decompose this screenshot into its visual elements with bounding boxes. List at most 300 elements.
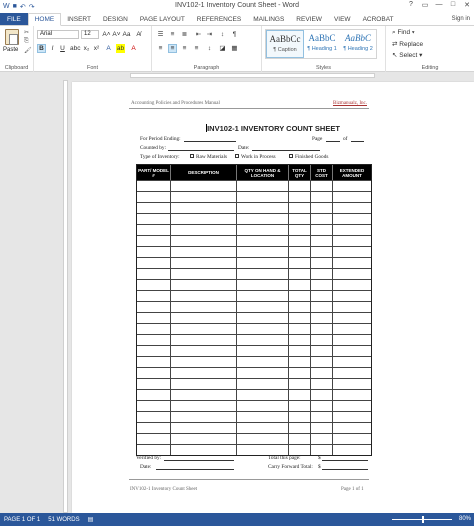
raw-materials-option[interactable] [190, 154, 227, 160]
table-cell[interactable] [333, 192, 371, 202]
raw-materials-checkbox[interactable] [190, 154, 194, 158]
page-count-status[interactable]: PAGE 1 OF 1 [4, 516, 41, 523]
table-cell[interactable] [333, 236, 371, 246]
table-cell[interactable] [311, 412, 333, 422]
table-cell[interactable] [311, 258, 333, 268]
table-cell[interactable] [237, 258, 289, 268]
table-cell[interactable] [237, 401, 289, 411]
table-cell[interactable] [171, 434, 237, 444]
table-cell[interactable] [171, 423, 237, 433]
table-cell[interactable] [311, 357, 333, 367]
zoom-level[interactable]: 80% [458, 516, 471, 522]
table-cell[interactable] [289, 258, 311, 268]
table-cell[interactable] [137, 390, 171, 400]
show-marks-icon[interactable]: ¶ [232, 31, 237, 38]
style-name: ¶ Heading 1 [307, 46, 337, 52]
table-cell[interactable] [333, 181, 371, 191]
sign-in-link[interactable]: Sign in [451, 16, 470, 22]
maximize-button[interactable]: □ [450, 1, 456, 8]
table-cell[interactable] [333, 412, 371, 422]
table-cell[interactable] [137, 181, 171, 191]
font-color-icon[interactable]: A [131, 45, 136, 52]
table-row[interactable] [137, 411, 371, 422]
bold-button[interactable]: B [37, 44, 46, 53]
shading-icon[interactable]: ◪ [219, 45, 226, 52]
total-this-page-line [322, 460, 368, 461]
table-cell[interactable] [333, 258, 371, 268]
table-cell[interactable] [311, 181, 333, 191]
word-count-status[interactable]: 51 WORDS [48, 516, 80, 523]
document-title-text: INV102-1 INVENTORY COUNT SHEET [207, 124, 340, 133]
table-cell[interactable] [237, 346, 289, 356]
help-button[interactable]: ? [409, 1, 413, 8]
table-cell[interactable] [237, 291, 289, 301]
table-cell[interactable] [137, 335, 171, 345]
table-cell[interactable] [137, 302, 171, 312]
table-row[interactable] [137, 224, 371, 235]
table-cell[interactable] [311, 214, 333, 224]
table-cell[interactable] [137, 412, 171, 422]
style-name: ¶ Caption [273, 47, 297, 53]
table-cell[interactable] [137, 379, 171, 389]
table-cell[interactable] [289, 181, 311, 191]
align-center-icon[interactable]: ≡ [168, 44, 177, 53]
total-dollar-sign: $ [318, 455, 321, 461]
table-cell[interactable] [237, 379, 289, 389]
header-left: Accounting Policies and Procedures Manual [131, 101, 220, 106]
table-row[interactable] [137, 444, 371, 455]
table-cell[interactable] [289, 247, 311, 257]
table-cell[interactable] [137, 192, 171, 202]
table-row[interactable] [137, 180, 371, 191]
date-label: Date: [238, 145, 250, 151]
table-cell[interactable] [171, 280, 237, 290]
find-button[interactable] [392, 29, 415, 37]
table-cell[interactable] [311, 445, 333, 455]
table-cell[interactable] [137, 214, 171, 224]
table-cell[interactable] [311, 247, 333, 257]
tab-view[interactable]: VIEW [333, 15, 351, 23]
table-cell[interactable] [333, 401, 371, 411]
table-cell[interactable] [289, 346, 311, 356]
justify-icon[interactable]: ≡ [194, 45, 199, 52]
change-case-icon[interactable]: Aa [122, 31, 131, 38]
table-cell[interactable] [289, 423, 311, 433]
table-cell[interactable] [137, 203, 171, 213]
tab-references[interactable]: REFERENCES [196, 15, 242, 23]
style-heading-1[interactable] [304, 30, 340, 58]
multilevel-list-icon[interactable]: ≣ [181, 31, 188, 38]
tab-design[interactable]: DESIGN [102, 15, 128, 23]
styles-gallery [265, 29, 377, 59]
table-cell[interactable] [237, 313, 289, 323]
window-controls [406, 1, 472, 9]
style-sample: AaBbC [345, 33, 371, 43]
table-cell[interactable] [137, 258, 171, 268]
redo-icon[interactable]: ↷ [28, 3, 35, 11]
date-line [252, 150, 320, 151]
table-row[interactable] [137, 290, 371, 301]
select-button[interactable] [392, 51, 422, 59]
table-cell[interactable] [311, 401, 333, 411]
table-cell[interactable] [237, 423, 289, 433]
paragraph-group [152, 26, 262, 72]
italic-button[interactable]: I [51, 45, 54, 52]
table-cell[interactable] [289, 368, 311, 378]
table-cell[interactable] [289, 192, 311, 202]
strikethrough-icon[interactable]: abc [70, 45, 81, 52]
table-cell[interactable] [289, 291, 311, 301]
paste-icon[interactable] [5, 29, 19, 45]
vertical-ruler[interactable] [63, 80, 68, 513]
font-size-select[interactable]: 12 [81, 30, 99, 39]
highlight-icon[interactable]: ab [116, 45, 125, 52]
decrease-indent-icon[interactable]: ⇤ [195, 31, 202, 38]
table-row[interactable] [137, 235, 371, 246]
horizontal-ruler[interactable] [0, 72, 474, 79]
window-title: INV102-1 Inventory Count Sheet - Word [175, 2, 299, 9]
table-cell[interactable] [311, 379, 333, 389]
superscript-icon[interactable]: x² [93, 45, 100, 52]
subscript-icon[interactable]: x₂ [83, 45, 90, 52]
borders-icon[interactable]: ▦ [231, 45, 238, 52]
style-heading-2[interactable] [340, 30, 376, 58]
table-row[interactable] [137, 356, 371, 367]
type-of-inventory-label: Type of Inventory: [140, 154, 180, 160]
tab-page-layout[interactable]: PAGE LAYOUT [139, 15, 185, 23]
table-cell[interactable] [289, 390, 311, 400]
table-row[interactable] [137, 345, 371, 356]
ribbon-display-button[interactable]: ▭ [421, 2, 429, 9]
table-cell[interactable] [333, 247, 371, 257]
table-cell[interactable] [289, 203, 311, 213]
word-icon: W [3, 3, 10, 10]
table-row[interactable] [137, 246, 371, 257]
table-cell[interactable] [171, 324, 237, 334]
table-cell[interactable] [237, 335, 289, 345]
editing-group-label: Editing [421, 65, 439, 71]
table-cell[interactable] [311, 324, 333, 334]
font-group [34, 26, 152, 72]
work-in-process-checkbox[interactable] [235, 154, 239, 158]
table-cell[interactable] [311, 269, 333, 279]
table-cell[interactable] [289, 445, 311, 455]
table-cell[interactable] [333, 291, 371, 301]
cut-icon[interactable]: ✂ [24, 30, 30, 36]
table-cell[interactable] [171, 412, 237, 422]
carry-forward-label: Carry Forward Total: [268, 464, 313, 470]
header-right: Bizmanualz, Inc. [332, 101, 367, 106]
style-caption[interactable] [266, 30, 304, 58]
underline-button[interactable]: U [60, 45, 65, 52]
table-cell[interactable] [289, 357, 311, 367]
font-group-label: Font [86, 65, 98, 71]
table-row[interactable] [137, 257, 371, 268]
status-bar [0, 513, 474, 526]
table-cell[interactable] [237, 236, 289, 246]
table-cell[interactable] [137, 269, 171, 279]
table-cell[interactable] [171, 302, 237, 312]
table-row[interactable] [137, 422, 371, 433]
counted-by-line [168, 150, 234, 151]
table-cell[interactable] [311, 236, 333, 246]
table-cell[interactable] [311, 192, 333, 202]
col-part-model: PART/ MODEL # [137, 165, 171, 180]
table-cell[interactable] [137, 368, 171, 378]
total-this-page-label: Total this page: [268, 455, 301, 461]
table-cell[interactable] [171, 357, 237, 367]
find-icon: ⌕ [392, 29, 398, 36]
clipboard-group [0, 26, 34, 72]
table-cell[interactable] [137, 357, 171, 367]
table-cell[interactable] [289, 302, 311, 312]
table-cell[interactable] [237, 390, 289, 400]
table-cell[interactable] [171, 225, 237, 235]
table-cell[interactable] [237, 214, 289, 224]
replace-icon: ⇄ [392, 41, 400, 48]
table-cell[interactable] [289, 214, 311, 224]
table-cell[interactable] [171, 313, 237, 323]
counted-by-label: Counted by: [140, 145, 167, 151]
table-cell[interactable] [333, 214, 371, 224]
table-cell[interactable] [333, 390, 371, 400]
col-qty-on-hand: QTY ON HAND & LOCATION [237, 165, 289, 180]
table-cell[interactable] [311, 434, 333, 444]
table-cell[interactable] [137, 445, 171, 455]
table-cell[interactable] [171, 401, 237, 411]
document-page[interactable] [72, 82, 474, 513]
table-cell[interactable] [333, 302, 371, 312]
table-cell[interactable] [311, 346, 333, 356]
table-row[interactable] [137, 213, 371, 224]
col-std-cost: STD COST [311, 165, 333, 180]
date2-label: Date: [140, 464, 152, 470]
table-cell[interactable] [237, 225, 289, 235]
sort-icon[interactable]: ↕ [220, 31, 225, 38]
table-cell[interactable] [237, 357, 289, 367]
table-cell[interactable] [171, 368, 237, 378]
table-cell[interactable] [333, 280, 371, 290]
table-cell[interactable] [289, 335, 311, 345]
table-cell[interactable] [237, 324, 289, 334]
paste-button[interactable]: Paste [3, 47, 19, 53]
table-cell[interactable] [311, 225, 333, 235]
tab-review[interactable]: REVIEW [296, 15, 322, 23]
table-cell[interactable] [311, 302, 333, 312]
grow-font-icon[interactable]: A˄ [102, 31, 111, 38]
title-bar [0, 0, 474, 13]
table-cell[interactable] [333, 346, 371, 356]
save-icon[interactable]: ■ [12, 3, 17, 10]
col-description: DESCRIPTION [171, 165, 237, 180]
table-cell[interactable] [289, 401, 311, 411]
table-cell[interactable] [237, 203, 289, 213]
table-cell[interactable] [171, 192, 237, 202]
table-cell[interactable] [333, 313, 371, 323]
table-cell[interactable] [333, 434, 371, 444]
of-label: of [343, 136, 348, 142]
table-cell[interactable] [333, 269, 371, 279]
table-cell[interactable] [289, 379, 311, 389]
table-cell[interactable] [311, 280, 333, 290]
table-cell[interactable] [137, 401, 171, 411]
table-cell[interactable] [237, 302, 289, 312]
table-cell[interactable] [289, 225, 311, 235]
tab-mailings[interactable]: MAILINGS [253, 15, 285, 23]
table-cell[interactable] [137, 423, 171, 433]
table-cell[interactable] [311, 203, 333, 213]
table-row[interactable] [137, 400, 371, 411]
table-row[interactable] [137, 268, 371, 279]
header-rule [129, 108, 369, 109]
align-right-icon[interactable]: ≡ [182, 45, 187, 52]
table-cell[interactable] [171, 236, 237, 246]
tab-insert[interactable]: INSERT [67, 15, 91, 23]
ruler-strip [130, 73, 375, 78]
table-cell[interactable] [171, 203, 237, 213]
table-cell[interactable] [311, 390, 333, 400]
period-ending-line [184, 141, 236, 142]
style-sample: AaBbC [308, 33, 336, 43]
table-row[interactable] [137, 433, 371, 444]
table-cell[interactable] [137, 324, 171, 334]
select-label: Select ▾ [399, 52, 423, 59]
ribbon [0, 26, 474, 72]
table-cell[interactable] [171, 181, 237, 191]
table-cell[interactable] [171, 291, 237, 301]
table-cell[interactable] [237, 368, 289, 378]
table-row[interactable] [137, 367, 371, 378]
table-cell[interactable] [237, 181, 289, 191]
clear-formatting-icon[interactable]: A̸ [136, 31, 141, 38]
tab-home[interactable]: HOME [28, 13, 62, 26]
table-row[interactable] [137, 279, 371, 290]
increase-indent-icon[interactable]: ⇥ [206, 31, 213, 38]
table-row[interactable] [137, 323, 371, 334]
table-cell[interactable] [171, 379, 237, 389]
font-name-select[interactable]: Arial [37, 30, 79, 39]
of-line [351, 141, 364, 142]
table-row[interactable] [137, 202, 371, 213]
table-cell[interactable] [171, 214, 237, 224]
finished-goods-option[interactable] [289, 154, 328, 160]
carry-dollar-sign: $ [318, 464, 321, 470]
minimize-button[interactable]: — [435, 1, 443, 8]
table-row[interactable] [137, 389, 371, 400]
table-cell[interactable] [237, 434, 289, 444]
table-row[interactable] [137, 191, 371, 202]
table-cell[interactable] [333, 379, 371, 389]
line-spacing-icon[interactable]: ↕ [207, 45, 212, 52]
finished-goods-checkbox[interactable] [289, 154, 293, 158]
table-cell[interactable] [237, 192, 289, 202]
align-left-icon[interactable]: ≡ [158, 45, 163, 52]
close-button[interactable]: ✕ [464, 2, 470, 9]
table-cell[interactable] [171, 335, 237, 345]
copy-icon[interactable]: ⎘ [24, 38, 29, 44]
table-cell[interactable] [333, 335, 371, 345]
table-cell[interactable] [237, 247, 289, 257]
replace-button[interactable] [392, 40, 423, 48]
table-cell[interactable] [137, 346, 171, 356]
table-cell[interactable] [289, 269, 311, 279]
zoom-slider-thumb[interactable] [422, 516, 424, 523]
text-effects-icon[interactable]: A [106, 45, 111, 52]
document-title[interactable] [72, 124, 474, 133]
table-cell[interactable] [333, 324, 371, 334]
table-cell[interactable] [137, 434, 171, 444]
style-name: ¶ Heading 2 [343, 46, 373, 52]
table-cell[interactable] [237, 280, 289, 290]
carry-forward-line [322, 469, 368, 470]
tab-file[interactable]: FILE [0, 13, 28, 25]
numbering-icon[interactable]: ≡ [170, 31, 175, 38]
tab-acrobat[interactable]: ACROBAT [362, 15, 394, 23]
table-row[interactable] [137, 312, 371, 323]
raw-materials-label: Raw Materials [196, 154, 228, 160]
table-cell[interactable] [289, 313, 311, 323]
table-cell[interactable] [289, 324, 311, 334]
table-cell[interactable] [311, 368, 333, 378]
table-cell[interactable] [171, 247, 237, 257]
table-row[interactable] [137, 378, 371, 389]
table-cell[interactable] [333, 225, 371, 235]
table-cell[interactable] [311, 291, 333, 301]
table-cell[interactable] [137, 236, 171, 246]
table-cell[interactable] [289, 412, 311, 422]
work-in-process-option[interactable] [235, 154, 276, 160]
col-total-qty: TOTAL QTY [289, 165, 311, 180]
table-cell[interactable] [237, 445, 289, 455]
table-cell[interactable] [137, 291, 171, 301]
table-row[interactable] [137, 334, 371, 345]
table-cell[interactable] [333, 357, 371, 367]
table-cell[interactable] [289, 434, 311, 444]
bullets-icon[interactable]: ☰ [157, 31, 164, 38]
table-cell[interactable] [137, 247, 171, 257]
table-cell[interactable] [237, 412, 289, 422]
table-cell[interactable] [333, 368, 371, 378]
clipboard-group-label: Clipboard [4, 65, 29, 71]
table-cell[interactable] [171, 258, 237, 268]
table-cell[interactable] [137, 313, 171, 323]
footer-left: INV102-1 Inventory Count Sheet [130, 487, 198, 492]
table-cell[interactable] [333, 203, 371, 213]
table-cell[interactable] [311, 313, 333, 323]
table-cell[interactable] [171, 390, 237, 400]
table-cell[interactable] [311, 335, 333, 345]
table-cell[interactable] [289, 280, 311, 290]
table-cell[interactable] [311, 423, 333, 433]
table-cell[interactable] [171, 269, 237, 279]
format-painter-icon[interactable]: 🖌 [24, 48, 32, 54]
table-cell[interactable] [171, 346, 237, 356]
table-cell[interactable] [333, 445, 371, 455]
work-in-process-label: Work in Process [241, 154, 276, 160]
table-cell[interactable] [137, 280, 171, 290]
table-cell[interactable] [137, 225, 171, 235]
table-cell[interactable] [289, 236, 311, 246]
proofing-icon[interactable]: ▤ [87, 517, 94, 523]
table-cell[interactable] [237, 269, 289, 279]
shrink-font-icon[interactable]: A˅ [112, 31, 121, 38]
table-row[interactable] [137, 301, 371, 312]
styles-group-label: Styles [316, 65, 331, 71]
table-cell[interactable] [171, 445, 237, 455]
table-cell[interactable] [333, 423, 371, 433]
verified-by-label: Verified by: [136, 455, 162, 461]
undo-icon[interactable]: ↶ [19, 3, 26, 11]
